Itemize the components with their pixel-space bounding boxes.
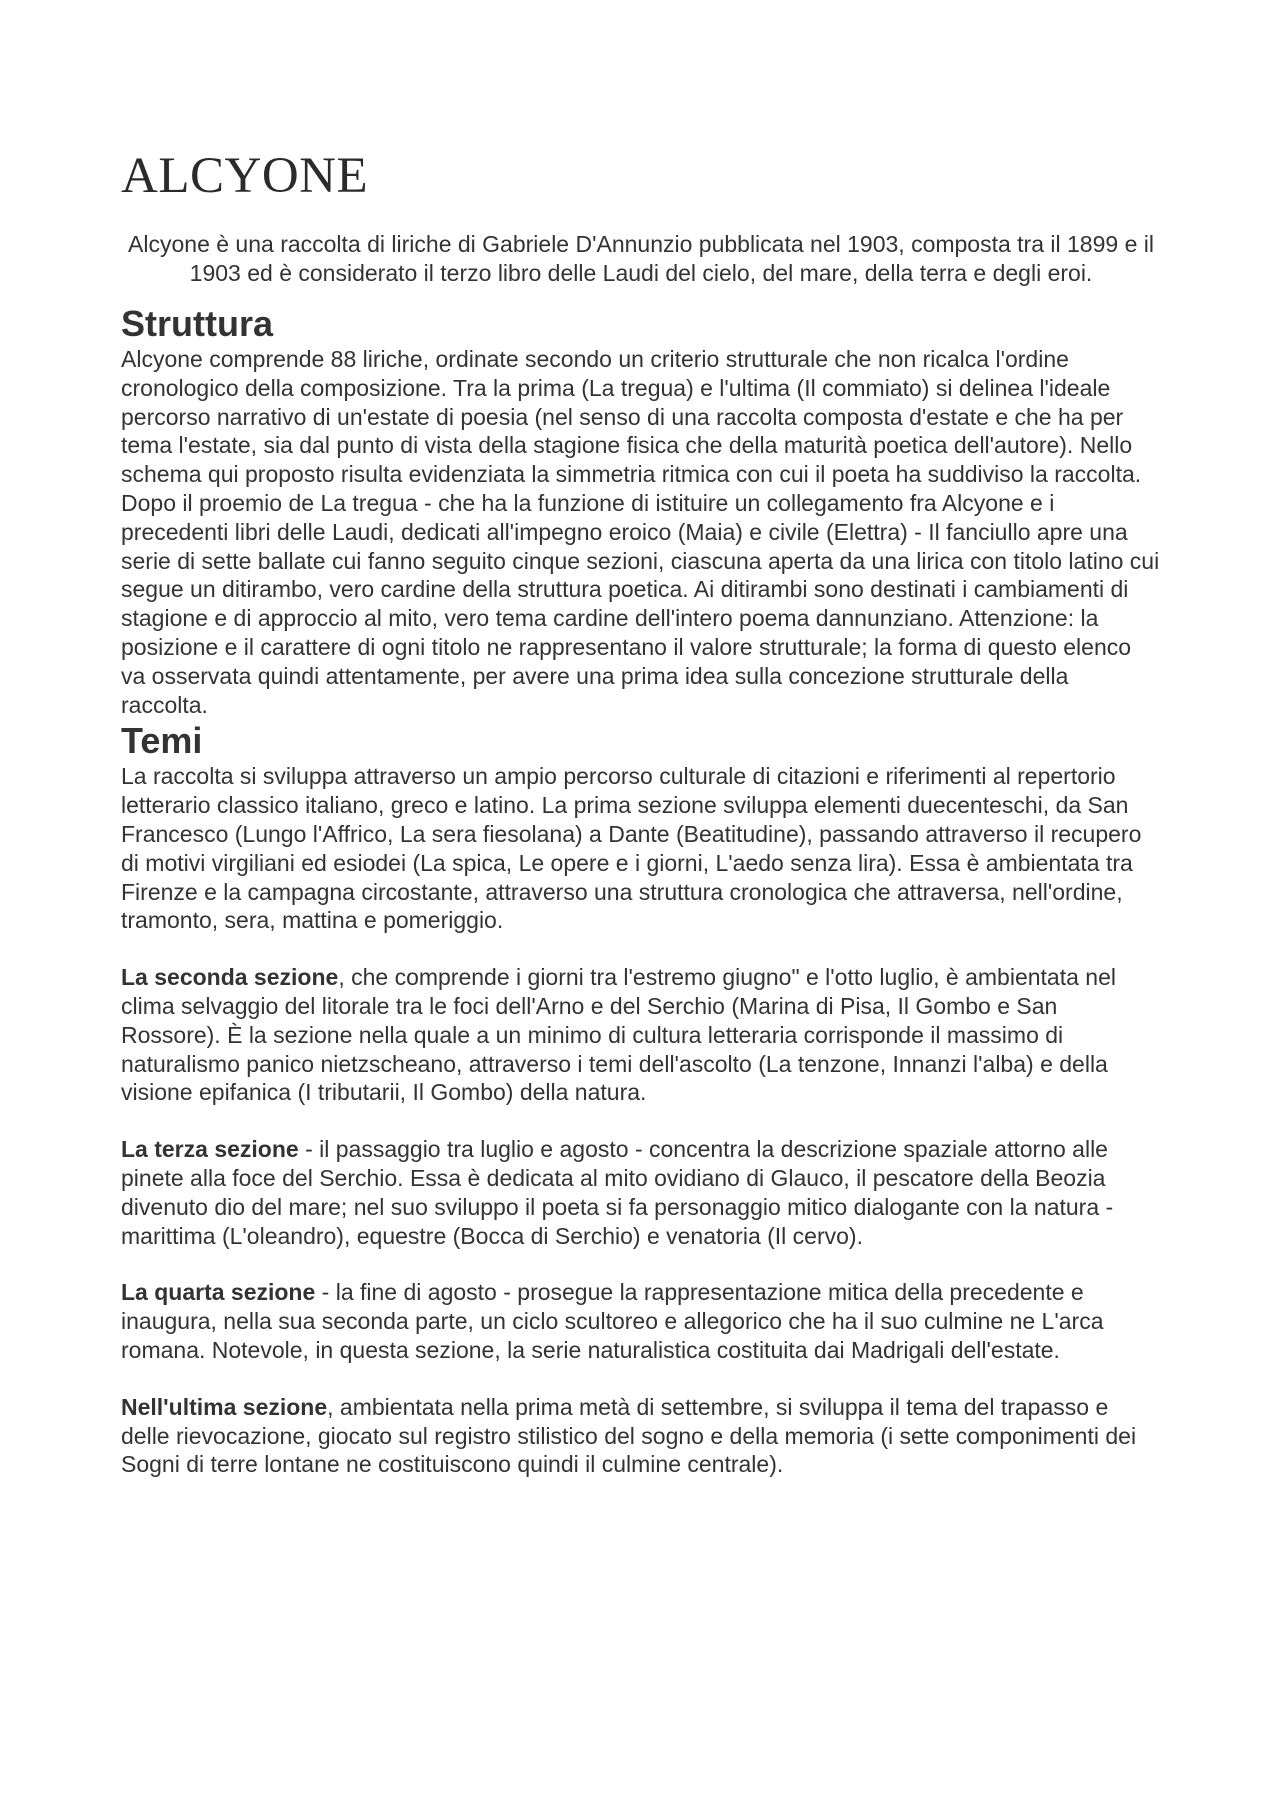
section-text-terza: - il passaggio tra luglio e agosto - concentra la descrizione spaziale attorno alle pinete alla foce del Serchio. Essa è dedicata al mito ovidiano di Glauco, il pescatore della Beozia divenuto dio del mare; nel suo sviluppo il poeta si fa personaggio mitico dialogante con la natura - marittima (L'oleandro), equestre (Bocca di Serchio) e venatoria (Il cervo). xyxy=(121,1136,1114,1249)
section-text-ultima: , ambientata nella prima metà di settembre, si sviluppa il tema del trapasso e delle rievocazione, giocato sul registro stilistico del sogno e della memoria (i sette componimenti dei Sogni di terre lontane ne costituiscono quindi il culmine centrale). xyxy=(121,1393,1137,1478)
temi-paragraph-5 xyxy=(121,1393,1161,1479)
heading-struttura: Struttura xyxy=(121,303,273,345)
temi-paragraph-3 xyxy=(121,1135,1161,1250)
section-lead-terza: La terza sezione xyxy=(121,1136,299,1163)
temi-paragraph-4 xyxy=(121,1278,1161,1364)
intro-paragraph: Alcyone è una raccolta di liriche di Gabriele D'Annunzio pubblicata nel 1903, composta tra il 1899 e il 1903 ed è considerato il terzo libro delle Laudi del cielo, del mare, della terra e degli eroi. xyxy=(128,231,1154,287)
section-lead-quarta: La quarta sezione xyxy=(121,1279,316,1306)
section-text-seconda: , che comprende i giorni tra l'estremo giugno" e l'otto luglio, è ambientata nel clima selvaggio del litorale tra le foci dell'Arno e del Serchio (Marina di Pisa, Il Gombo e San Rossore). È la sezione nella quale a un minimo di cultura letteraria corrisponde il massimo di naturalismo panico nietzscheano, attraverso i temi dell'ascolto (La tenzone, Innanzi l'alba) e della visione epifanica (I tributarii, Il Gombo) della natura. xyxy=(121,964,1116,1106)
heading-temi: Temi xyxy=(121,720,203,762)
temi-paragraph-1: La raccolta si sviluppa attraverso un ampio percorso culturale di citazioni e riferimenti al repertorio letterario classico italiano, greco e latino. La prima sezione sviluppa elementi duecenteschi, da San Francesco (Lungo l'Affrico, La sera fiesolana) a Dante (Beatitudine), passando attraverso il recupero di motivi virgiliani ed esiodei (La spica, Le opere e i giorni, L'aedo senza lira). Essa è ambientata tra Firenze e la campagna circostante, attraverso una struttura cronologica che attraversa, nell'ordine, tramonto, sera, mattina e pomeriggio. xyxy=(121,763,1142,934)
section-text-quarta: - la fine di agosto - prosegue la rappresentazione mitica della precedente e inaugura, nella sua seconda parte, un ciclo scultoreo e allegorico che ha il suo culmine ne L'arca romana. Notevole, in questa sezione, la serie naturalistica costituita dai Madrigali dell'estate. xyxy=(121,1279,1104,1363)
temi-paragraph-2 xyxy=(121,963,1161,1107)
section-lead-seconda: La seconda sezione xyxy=(121,964,339,991)
document-title: ALCYONE xyxy=(121,148,369,204)
document-page xyxy=(121,148,1161,1479)
struttura-paragraph: Alcyone comprende 88 liriche, ordinate secondo un criterio strutturale che non ricalca l'ordine cronologico della composizione. Tra la prima (La tregua) e l'ultima (Il commiato) si delinea l'ideale percorso narrativo di un'estate di poesia (nel senso di una raccolta composta d'estate e che ha per tema l'estate, sia dal punto di vista della stagione fisica che della maturità poetica dell'autore). Nello schema qui proposto risulta evidenziata la simmetria ritmica con cui il poeta ha suddiviso la raccolta. Dopo il proemio de La tregua - che ha la funzione di istituire un collegamento fra Alcyone e i precedenti libri delle Laudi, dedicati all'impegno eroico (Maia) e civile (Elettra) - Il fanciullo apre una serie di sette ballate cui fanno seguito cinque sezioni, ciascuna aperta da una lirica con titolo latino cui segue un ditirambo, vero cardine della struttura poetica. Ai ditirambi sono destinati i cambiamenti di stagione e di approccio al mito, vero tema cardine dell'intero poema dannunziano. Attenzione: la posizione e il carattere di ogni titolo ne rappresentano il valore strutturale; la forma di questo elenco va osservata quindi attentamente, per avere una prima idea sulla concezione strutturale della raccolta. xyxy=(121,346,1160,718)
section-lead-ultima: Nell'ultima sezione xyxy=(121,1393,328,1420)
